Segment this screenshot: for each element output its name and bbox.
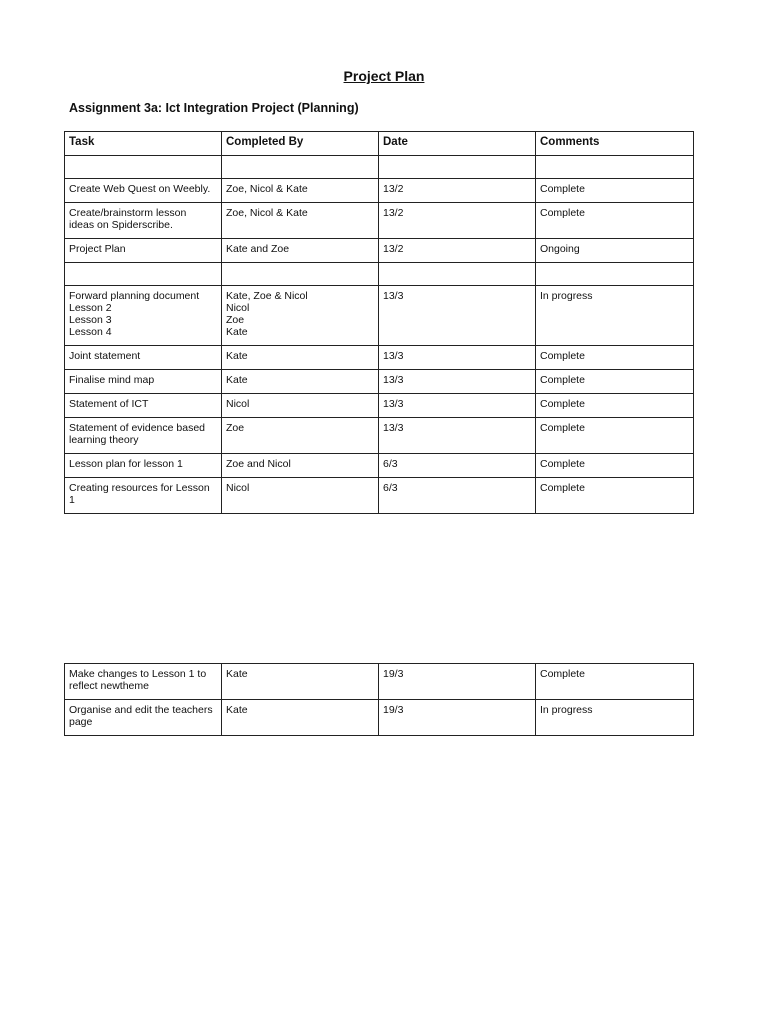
cell-completed-by [222, 263, 379, 286]
cell-task: Lesson plan for lesson 1 [65, 454, 222, 478]
cell-date: 13/3 [379, 418, 536, 454]
cell-date: 6/3 [379, 454, 536, 478]
cell-date [379, 263, 536, 286]
table-row [65, 418, 694, 454]
cell-task: Project Plan [65, 239, 222, 263]
cell-completed-by: Nicol [222, 394, 379, 418]
cell-comments: Complete [536, 394, 694, 418]
cell-date: 13/2 [379, 179, 536, 203]
cell-completed-by: Kate, Zoe & Nicol Nicol Zoe Kate [222, 286, 379, 346]
table-row [65, 394, 694, 418]
cell-date: 19/3 [379, 700, 536, 736]
cell-task: Finalise mind map [65, 370, 222, 394]
cell-completed-by: Nicol [222, 478, 379, 514]
cell-task: Create/brainstorm lesson ideas on Spiderscribe. [65, 203, 222, 239]
cell-comments: Complete [536, 664, 694, 700]
cell-comments: Complete [536, 179, 694, 203]
cell-comments [536, 156, 694, 179]
table-header-row [65, 132, 694, 156]
table-row [65, 664, 694, 700]
cell-completed-by: Zoe, Nicol & Kate [222, 203, 379, 239]
cell-task: Create Web Quest on Weebly. [65, 179, 222, 203]
cell-comments: In progress [536, 700, 694, 736]
cell-comments: Complete [536, 203, 694, 239]
cell-date [379, 156, 536, 179]
table-row [65, 156, 694, 179]
table-row [65, 454, 694, 478]
assignment-subtitle: Assignment 3a: Ict Integration Project (Planning) [69, 101, 359, 115]
cell-comments: In progress [536, 286, 694, 346]
cell-comments: Complete [536, 418, 694, 454]
cell-date: 13/2 [379, 239, 536, 263]
cell-comments: Complete [536, 478, 694, 514]
cell-task: Joint statement [65, 346, 222, 370]
table-row [65, 370, 694, 394]
header-task: Task [65, 132, 222, 156]
header-completed-by: Completed By [222, 132, 379, 156]
cell-completed-by [222, 156, 379, 179]
table-row [65, 263, 694, 286]
cell-date: 6/3 [379, 478, 536, 514]
cell-date: 13/2 [379, 203, 536, 239]
cell-comments [536, 263, 694, 286]
cell-comments: Ongoing [536, 239, 694, 263]
cell-completed-by: Zoe and Nicol [222, 454, 379, 478]
cell-completed-by: Kate [222, 700, 379, 736]
cell-task: Statement of ICT [65, 394, 222, 418]
header-comments: Comments [536, 132, 694, 156]
cell-date: 13/3 [379, 346, 536, 370]
cell-completed-by: Zoe [222, 418, 379, 454]
table-row [65, 346, 694, 370]
table-row [65, 286, 694, 346]
cell-task [65, 263, 222, 286]
cell-date: 13/3 [379, 370, 536, 394]
cell-completed-by: Kate [222, 346, 379, 370]
cell-task: Creating resources for Lesson 1 [65, 478, 222, 514]
cell-task [65, 156, 222, 179]
cell-date: 13/3 [379, 394, 536, 418]
page-title: Project Plan [343, 68, 425, 84]
project-plan-table [64, 131, 694, 514]
cell-completed-by: Kate and Zoe [222, 239, 379, 263]
cell-task: Statement of evidence based learning theory [65, 418, 222, 454]
cell-date: 19/3 [379, 664, 536, 700]
table-row [65, 179, 694, 203]
project-plan-table-continued [64, 663, 694, 736]
cell-comments: Complete [536, 454, 694, 478]
cell-completed-by: Zoe, Nicol & Kate [222, 179, 379, 203]
cell-task: Organise and edit the teachers page [65, 700, 222, 736]
cell-comments: Complete [536, 346, 694, 370]
cell-date: 13/3 [379, 286, 536, 346]
table-row [65, 203, 694, 239]
cell-comments: Complete [536, 370, 694, 394]
header-date: Date [379, 132, 536, 156]
table-row [65, 478, 694, 514]
table-row [65, 700, 694, 736]
cell-task: Make changes to Lesson 1 to reflect newtheme [65, 664, 222, 700]
cell-task: Forward planning document Lesson 2 Lesson 3 Lesson 4 [65, 286, 222, 346]
cell-completed-by: Kate [222, 664, 379, 700]
cell-completed-by: Kate [222, 370, 379, 394]
table-row [65, 239, 694, 263]
